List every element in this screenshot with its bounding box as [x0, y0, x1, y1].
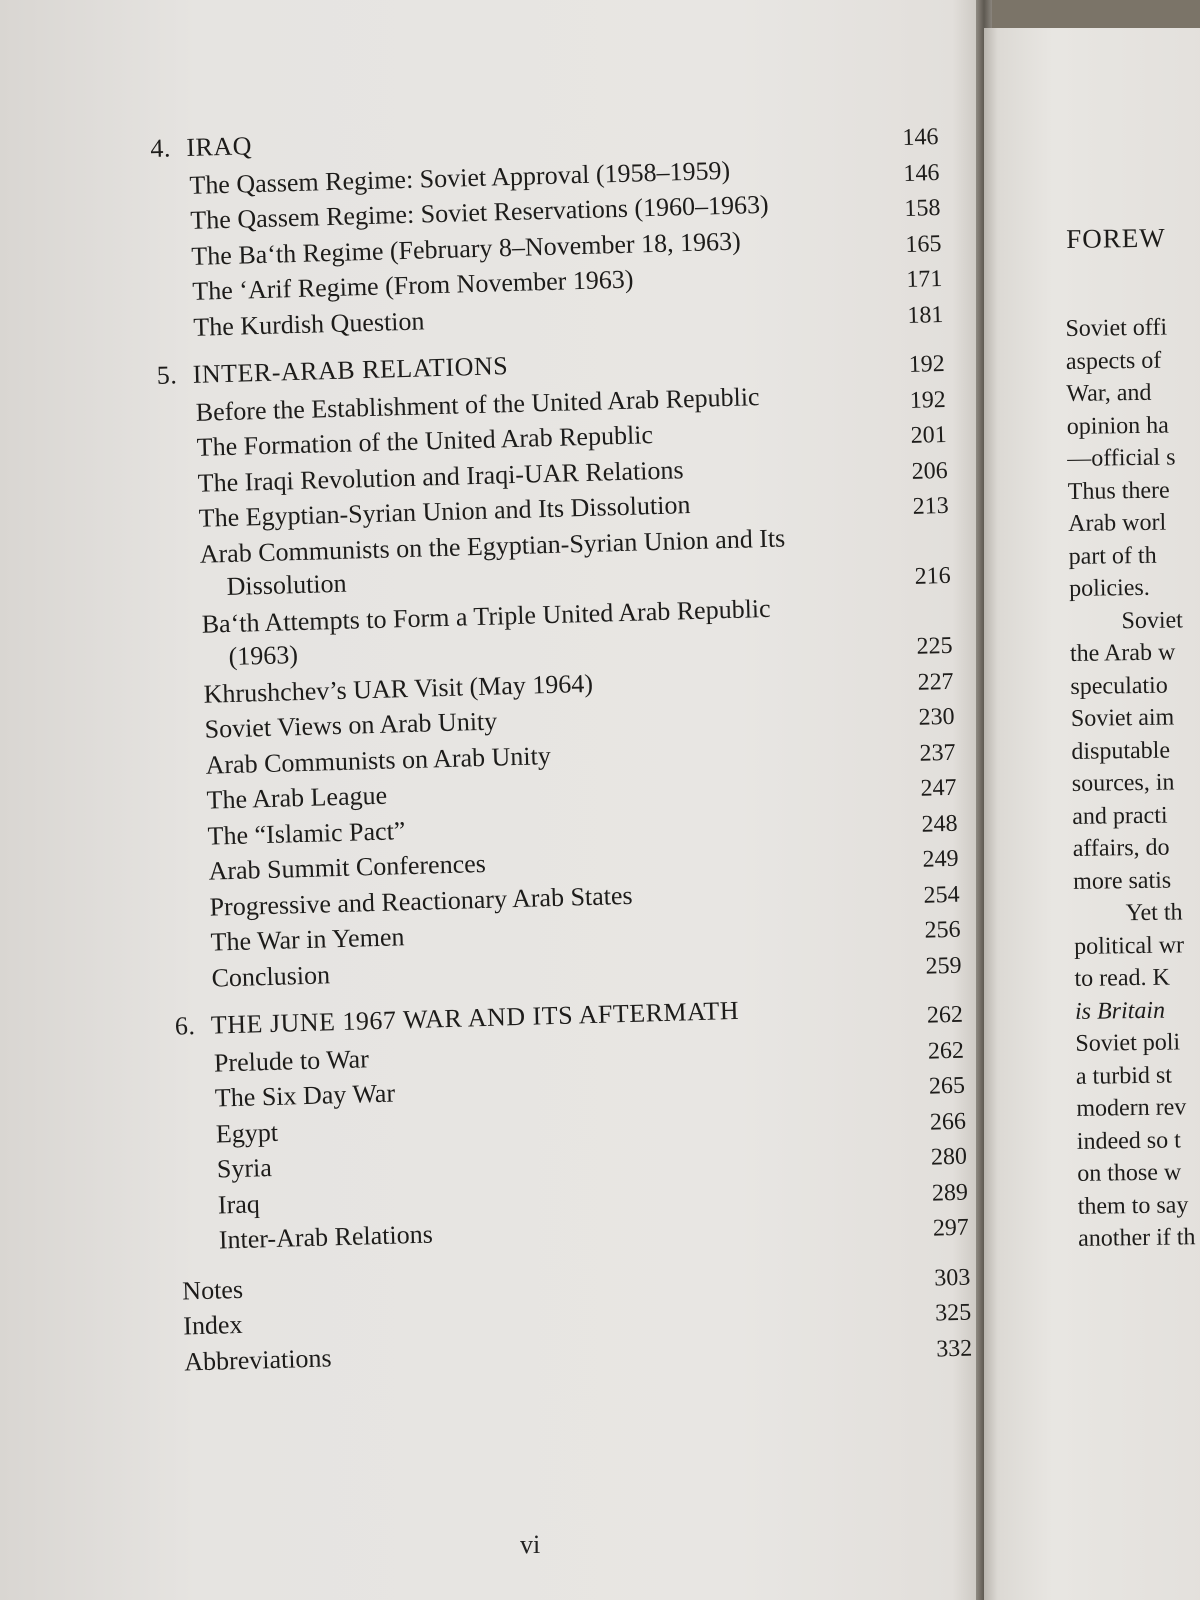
entry-title-text: Syria	[216, 1153, 273, 1184]
page-number: 256	[924, 916, 961, 944]
page-number: 146	[903, 159, 940, 187]
entry-title-text: Inter-Arab Relations	[218, 1219, 434, 1255]
page-number: 325	[934, 1299, 972, 1327]
page-number: 192	[909, 386, 947, 414]
foreword-line: more satis	[1072, 867, 1172, 895]
chapter-title	[150, 131, 252, 164]
foreword-title: FOREW	[1065, 222, 1166, 254]
entry-title-text: Egypt	[215, 1117, 279, 1149]
foreword-line: is Britain	[1074, 997, 1166, 1025]
page-number: 227	[917, 668, 954, 696]
toc-chapter	[175, 989, 982, 1260]
foreword-line: part of th	[1068, 542, 1157, 570]
entry-title-text: The Kurdish Question	[192, 305, 425, 342]
table-of-contents	[150, 111, 982, 1380]
page-number: 249	[922, 845, 959, 873]
entry-title-text: Before the Establishment of the United Arab Republic	[195, 381, 760, 427]
entry-title-text: The Six Day War	[214, 1078, 396, 1113]
page-number: 171	[906, 265, 943, 293]
page-number: 265	[928, 1072, 966, 1100]
entry-title-text: The ‘Arif Regime (From November 1963)	[192, 264, 634, 306]
entry-title-text: The War in Yemen	[210, 922, 405, 957]
entry-title-text: The Egyptian-Syrian Union and Its Dissolution	[198, 490, 691, 533]
foreword-line: indeed so t	[1076, 1126, 1181, 1155]
entry-title-text: Arab Communists on Arab Unity	[205, 740, 552, 780]
page-number: 181	[906, 301, 944, 329]
entry-title-text: The Qassem Regime: Soviet Reservations (1960–1963)	[190, 189, 770, 235]
entry-title-text: Khrushchev’s UAR Visit (May 1964)	[203, 668, 594, 709]
toc-chapter	[150, 111, 966, 347]
foreword-line: opinion ha	[1066, 412, 1169, 440]
entry-title-text: The Arab League	[206, 780, 388, 815]
page-number: 237	[919, 739, 956, 767]
entry-title-text: Ba‘th Attempts to Form a Triple United Arab Republic	[201, 593, 771, 639]
foreword-text	[1064, 218, 1200, 1255]
entry-title-continued: (1963)	[228, 639, 299, 671]
page-number: 248	[921, 810, 958, 838]
page-number: 262	[926, 1001, 964, 1029]
foreword-line: a turbid st	[1075, 1062, 1173, 1090]
page-number: 213	[912, 492, 950, 520]
page-number: 247	[920, 774, 957, 802]
page-number: 297	[932, 1214, 970, 1242]
page-number: 165	[905, 230, 942, 258]
foreword-line: aspects of	[1065, 347, 1162, 375]
page-number: 158	[904, 194, 941, 222]
page-number: 303	[933, 1264, 971, 1292]
foreword-line: policies.	[1068, 574, 1150, 602]
foreword-line: the Arab w	[1069, 639, 1176, 667]
foreword-line: them to say	[1077, 1191, 1189, 1220]
right-page	[984, 28, 1200, 1600]
entry-title-text: Prelude to War	[213, 1043, 370, 1078]
page-number: 216	[914, 562, 951, 590]
chapter-title-text: THE JUNE 1967 WAR AND ITS AFTERMATH	[210, 995, 740, 1040]
foreword-body	[1065, 307, 1200, 1255]
entry-title: Index	[182, 1309, 243, 1341]
foreword-line: —official s	[1067, 444, 1176, 472]
page-number: 206	[911, 457, 949, 485]
foreword-line: Arab worl	[1068, 509, 1167, 537]
foreword-line: Soviet	[1121, 606, 1184, 634]
back-matter	[182, 1251, 982, 1380]
entry-title-text: Conclusion	[211, 959, 331, 993]
page-number: 225	[916, 632, 953, 660]
page-number: 262	[927, 1037, 965, 1065]
chapter-number: 5.	[156, 360, 178, 390]
foreword-line: and practi	[1072, 802, 1168, 830]
page-number: 146	[902, 123, 939, 151]
chapter-title-text: IRAQ	[185, 131, 253, 162]
page-number: 332	[935, 1335, 973, 1363]
foreword-line: disputable	[1071, 737, 1171, 765]
page-number: 289	[931, 1179, 969, 1207]
entry-title-text: The “Islamic Pact”	[207, 815, 406, 851]
entry-title: Notes	[181, 1274, 244, 1306]
entry-title-text: The Iraqi Revolution and Iraqi-UAR Relations	[197, 454, 684, 498]
page-number: 192	[908, 350, 946, 378]
foreword-line: Yet th	[1125, 899, 1183, 927]
foreword-line: Soviet poli	[1075, 1029, 1181, 1057]
entry-title-text: Arab Communists on the Egyptian-Syrian Union and Its	[199, 522, 786, 569]
foreword-line: Soviet offi	[1065, 314, 1168, 342]
chapter-title	[156, 351, 508, 391]
entry-title: Abbreviations	[183, 1342, 332, 1377]
foreword-line: on those w	[1077, 1159, 1182, 1187]
entry-title-text: Soviet Views on Arab Unity	[204, 706, 498, 744]
foreword-line: Soviet aim	[1070, 704, 1175, 732]
toc-chapter	[156, 338, 982, 997]
entry-title-text: Arab Summit Conferences	[208, 848, 487, 886]
foreword-line: political wr	[1073, 931, 1185, 960]
page-number: 280	[930, 1143, 968, 1171]
page-number: 259	[925, 952, 962, 980]
entry-title-text: Iraq	[217, 1188, 261, 1220]
page-number: 230	[918, 703, 955, 731]
entry-title-text: The Qassem Regime: Soviet Approval (1958–1959)	[189, 155, 731, 200]
chapter-number: 6.	[174, 1011, 196, 1041]
foreword-line: speculatio	[1070, 672, 1168, 700]
foreword-line: modern rev	[1076, 1094, 1187, 1122]
entry-title-text: Progressive and Reactionary Arab States	[209, 880, 633, 922]
page-folio: vi	[520, 1530, 541, 1559]
chapter-number: 4.	[150, 133, 172, 163]
foreword-line: to read. K	[1074, 964, 1171, 992]
page-number: 266	[929, 1108, 967, 1136]
foreword-line: sources, in	[1071, 769, 1175, 797]
chapter-title-text: INTER-ARAB RELATIONS	[192, 351, 509, 389]
page-number: 254	[923, 881, 960, 909]
entry-title-text: The Formation of the United Arab Republic	[196, 420, 654, 462]
foreword-line: affairs, do	[1072, 834, 1170, 862]
entry-title-continued: Dissolution	[226, 568, 347, 601]
entry-title-text: The Ba‘th Regime (February 8–November 18, 1963)	[191, 226, 742, 271]
page-number: 201	[910, 421, 948, 449]
foreword-line: another if th	[1077, 1224, 1196, 1252]
foreword-line: Thus there	[1067, 477, 1170, 505]
foreword-line: War, and	[1066, 379, 1152, 407]
